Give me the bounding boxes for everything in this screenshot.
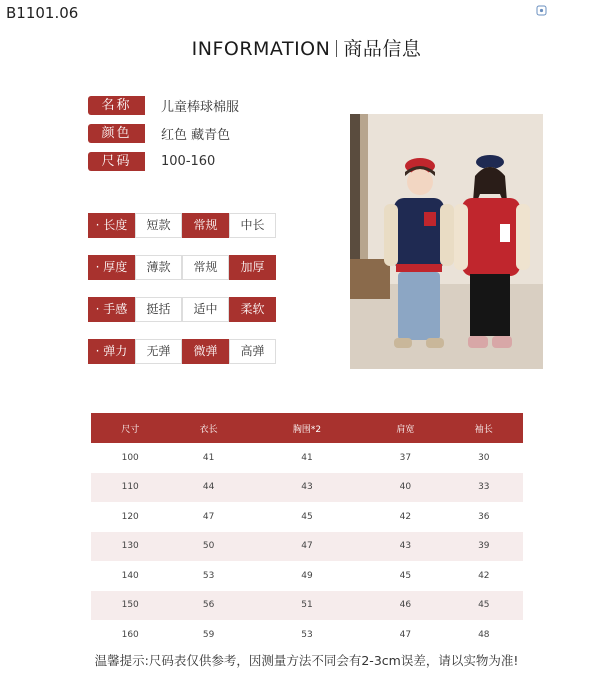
table-row (91, 620, 523, 650)
product-photo (350, 114, 543, 369)
table-cell: 44 (169, 473, 247, 503)
attr-option: 中长 (229, 213, 276, 238)
info-label: 颜色 (88, 124, 145, 143)
table-cell: 51 (248, 591, 366, 621)
disclaimer-note: 温馨提示:尺码表仅供参考，因测量方法不同会有2-3cm误差，请以实物为准! (94, 653, 519, 668)
table-cell: 36 (478, 511, 490, 522)
table-cell: 150 (91, 591, 169, 621)
size-table-header-row (91, 413, 523, 443)
table-row (91, 473, 523, 503)
table-cell: 41 (202, 452, 215, 463)
column-header: 胸围*2 (248, 413, 366, 443)
table-cell: 53 (202, 570, 215, 581)
page-title (0, 34, 613, 61)
info-value: 100-160 (161, 154, 216, 169)
table-cell: 160 (121, 629, 139, 640)
info-label: 名称 (88, 96, 145, 115)
table-cell: 56 (169, 591, 247, 621)
table-cell: 48 (478, 629, 490, 640)
column-header: 袖长 (445, 413, 523, 443)
attr-option: 高弹 (229, 339, 276, 364)
attr-label: · 弹力 (88, 339, 135, 364)
table-cell: 47 (399, 629, 412, 640)
title-en: INFORMATION (191, 38, 331, 60)
table-cell: 45 (301, 511, 313, 522)
attr-option: 挺括 (135, 297, 182, 322)
attr-option: 常规 (182, 255, 229, 280)
table-cell: 42 (399, 511, 412, 522)
table-cell: 110 (91, 473, 169, 503)
column-header: 尺寸 (91, 413, 169, 443)
attr-label: · 厚度 (88, 255, 135, 280)
attr-row-stretch (88, 339, 276, 364)
column-header: 衣长 (169, 413, 247, 443)
table-row (91, 502, 523, 532)
table-cell: 45 (399, 570, 412, 581)
table-cell: 42 (478, 570, 490, 581)
table-cell: 49 (301, 570, 313, 581)
table-cell: 50 (169, 532, 247, 562)
attr-option: 无弹 (135, 339, 182, 364)
table-row (91, 591, 523, 621)
table-cell: 39 (445, 532, 523, 562)
table-cell: 100 (121, 452, 139, 463)
table-cell: 130 (91, 532, 169, 562)
info-value: 红色 藏青色 (161, 128, 231, 143)
product-info (88, 96, 239, 180)
table-row (91, 561, 523, 591)
product-photo-illustration (350, 114, 543, 369)
info-row-name (88, 96, 239, 115)
table-cell: 41 (301, 452, 313, 463)
attribute-grid (88, 213, 276, 381)
table-cell: 40 (366, 473, 444, 503)
attr-option-selected: 常规 (182, 213, 229, 238)
table-cell: 37 (399, 452, 412, 463)
table-cell: 33 (445, 473, 523, 503)
table-cell: 43 (248, 473, 366, 503)
attr-label: · 手感 (88, 297, 135, 322)
table-cell: 46 (366, 591, 444, 621)
column-header: 肩宽 (366, 413, 444, 443)
info-label: 尺码 (88, 152, 145, 171)
info-row-size (88, 152, 239, 171)
attr-row-thickness (88, 255, 276, 280)
table-cell: 43 (366, 532, 444, 562)
attr-label: · 长度 (88, 213, 135, 238)
attr-option-selected: 加厚 (229, 255, 276, 280)
table-cell: 53 (301, 629, 313, 640)
title-cn: 商品信息 (343, 38, 422, 60)
attr-row-length (88, 213, 276, 238)
info-row-color (88, 124, 239, 143)
table-cell: 47 (202, 511, 215, 522)
title-divider (336, 40, 337, 57)
table-cell: 30 (478, 452, 490, 463)
attr-row-feel (88, 297, 276, 322)
table-cell: 120 (121, 511, 139, 522)
size-table (91, 413, 523, 650)
table-row (91, 532, 523, 562)
product-code: B1101.06 (6, 4, 79, 22)
attr-option-selected: 柔软 (229, 297, 276, 322)
attr-option: 薄款 (135, 255, 182, 280)
attr-option: 短款 (135, 213, 182, 238)
table-cell: 45 (445, 591, 523, 621)
table-cell: 59 (202, 629, 215, 640)
info-value: 儿童棒球棉服 (161, 100, 240, 115)
table-cell: 47 (248, 532, 366, 562)
attr-option-selected: 微弹 (182, 339, 229, 364)
attr-option: 适中 (182, 297, 229, 322)
table-row (91, 443, 523, 473)
expand-icon[interactable] (536, 5, 547, 16)
table-cell: 140 (121, 570, 139, 581)
